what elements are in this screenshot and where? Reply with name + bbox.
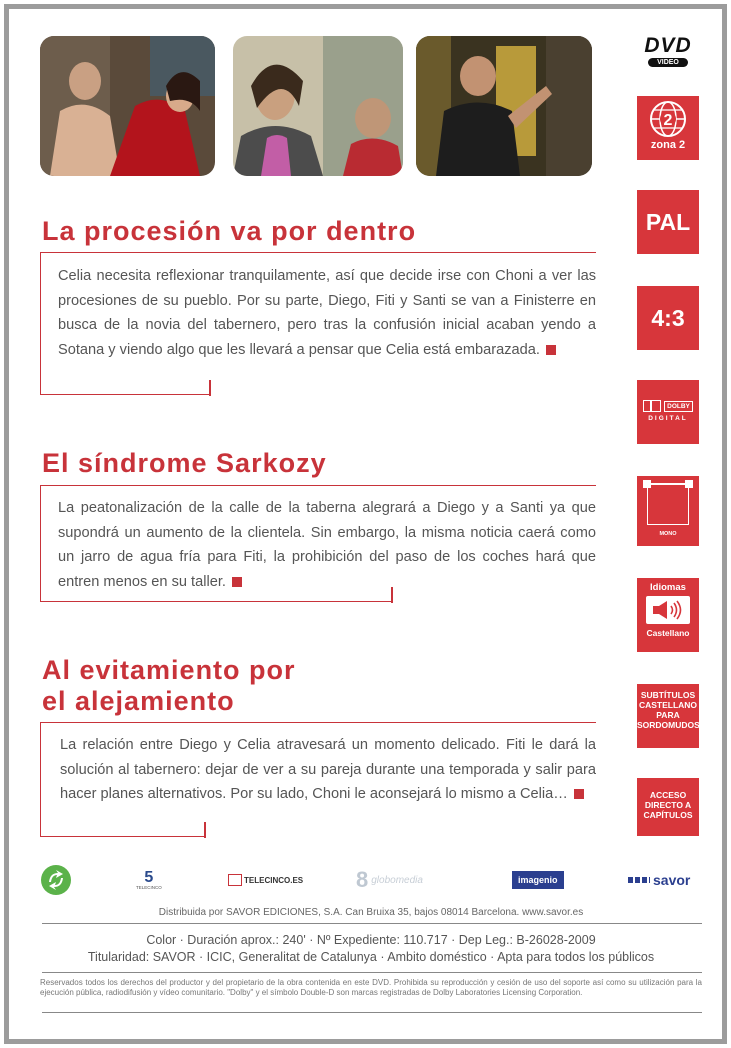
recycle-logo (40, 862, 72, 898)
telecinco-es-logo (228, 862, 303, 898)
episode-1-title: La procesión va por dentro (42, 216, 417, 246)
mono-speaker-layout-icon (647, 484, 689, 525)
distributor-line: Distribuida por SAVOR EDICIONES, S.A. Can Bruixa 35, bajos 08014 Barcelona. www.savor.es (158, 907, 584, 918)
telecinco-es-label: TELECINCO.ES (244, 875, 304, 885)
speaker-icon-box (646, 596, 690, 624)
episode-2-synopsis-text: La peatonalización de la calle de la taberna alegrará a Diego y a Santi ya que supondrá un aumento de la clientela. Sin embargo, la misma noticia caerá como un jarro de agua fría para Fiti, la prohibición del paso de los coches hará que entren menos en su taller. (58, 500, 596, 590)
languages-value: Castellano (646, 628, 690, 638)
pal-badge (637, 190, 699, 254)
divider-bottom (42, 1012, 702, 1013)
savor-label: savor (653, 872, 691, 888)
scene-photo-2 (233, 36, 403, 176)
subtitles-badge (637, 684, 699, 748)
subtitles-line-1: SUBTÍTULOS (640, 690, 696, 700)
zone-label: zona 2 (650, 139, 686, 151)
logos-row (40, 862, 702, 898)
info-line-1: Color · Duración aprox.: 240' · Nº Expediente: 110.717 · Dep Leg.: B-26028-2009 (146, 933, 596, 947)
dvd-logo-text: DVD (644, 34, 692, 57)
episode-3-end-mark (574, 789, 584, 799)
zone-number: 2 (663, 112, 673, 129)
dvd-logo-video: VIDEO (648, 58, 688, 67)
savor-logo (628, 862, 690, 898)
aspect-ratio-label: 4:3 (651, 305, 685, 331)
episode-1-synopsis-text: Celia necesita reflexionar tranquilamente, así que decide irse con Choni a ver las procesiones de su pueblo. Por su parte, Diego, Fiti y Santi se van a Finisterre en busca de la novia del tabernero, pero tras la confusión inicial acaban yendo a Sotana y viendo algo que les llevará a pensar que Celia está embarazada. (58, 268, 596, 358)
episode-3-synopsis (60, 733, 596, 807)
globe-icon (647, 99, 689, 139)
speaker-icon (651, 600, 685, 620)
chapters-line-1: ACCESO (649, 790, 687, 800)
divider-top (42, 923, 702, 924)
aspect-ratio-badge (637, 286, 699, 350)
languages-title: Idiomas (650, 582, 686, 593)
dolby-digital-badge (637, 380, 699, 444)
episode-2-synopsis (58, 496, 596, 594)
telecinco-five: 5 (144, 869, 154, 886)
imagenio-logo (512, 862, 564, 898)
episode-3-title-line-2: el alejamiento (42, 686, 235, 717)
subtitles-line-2: CASTELLANO (638, 700, 698, 710)
savor-dots-icon (628, 877, 650, 883)
info-line-2: Titularidad: SAVOR · ICIC, Generalitat de Catalunya · Ambito doméstico · Apta para todos los públicos (87, 950, 655, 964)
chapters-line-3: CAPÍTULOS (643, 810, 693, 820)
globomedia-icon: 8 (356, 867, 369, 892)
imagenio-label: imagenio (512, 871, 564, 889)
telecinco-label: TELECINCO (136, 885, 162, 890)
mono-label: MONO (659, 531, 677, 537)
globomedia-label: globomedia (371, 874, 423, 886)
episode-3-title-line-1: Al evitamiento por (42, 655, 296, 685)
dolby-label: DOLBY (664, 401, 693, 412)
globomedia-logo (356, 862, 423, 898)
chapters-line-2: DIRECTO A (644, 800, 692, 810)
legal-notice: Reservados todos los derechos del productor y del propietario de la obra contenida en este DVD. Prohibida su reproducción y cesión de uso del soporte así como su utilización para la ejecución pública, radiodifusión y vídeo comunitario. "Dolby" y el símbolo Double-D son marcas registradas de Dolby Laboratories Licensing Corporation. (40, 978, 702, 997)
dolby-double-d-icon (643, 400, 661, 412)
scene-photo-3 (416, 36, 592, 176)
digital-label: DIGITAL (648, 415, 688, 422)
episode-3-title (42, 655, 296, 717)
region-zone-badge (637, 96, 699, 160)
episode-1-synopsis (58, 264, 596, 362)
recycle-icon (40, 864, 72, 896)
scene-photo-1 (40, 36, 215, 176)
divider-middle (42, 972, 702, 973)
mono-badge (637, 476, 699, 546)
subtitles-line-4: SORDOMUDOS (637, 720, 700, 730)
chapter-access-badge (637, 778, 699, 836)
subtitles-line-3: PARA (656, 710, 680, 720)
pal-label: PAL (645, 209, 691, 235)
telecinco-es-icon (228, 874, 242, 886)
episode-2-end-mark (232, 577, 242, 587)
languages-badge (637, 578, 699, 652)
episode-2-title: El síndrome Sarkozy (42, 448, 327, 478)
dvd-video-logo (634, 36, 702, 68)
episode-1-end-mark (546, 345, 556, 355)
telecinco-logo (136, 862, 162, 898)
episode-3-synopsis-text: La relación entre Diego y Celia atravesará un momento delicado. Fiti le dará la solución al tabernero: dejar de ver a su pareja durante una temporada y salir para hacer planes alternativos. Por su lado, Choni le aconsejará lo mismo a Celia… (60, 737, 596, 802)
